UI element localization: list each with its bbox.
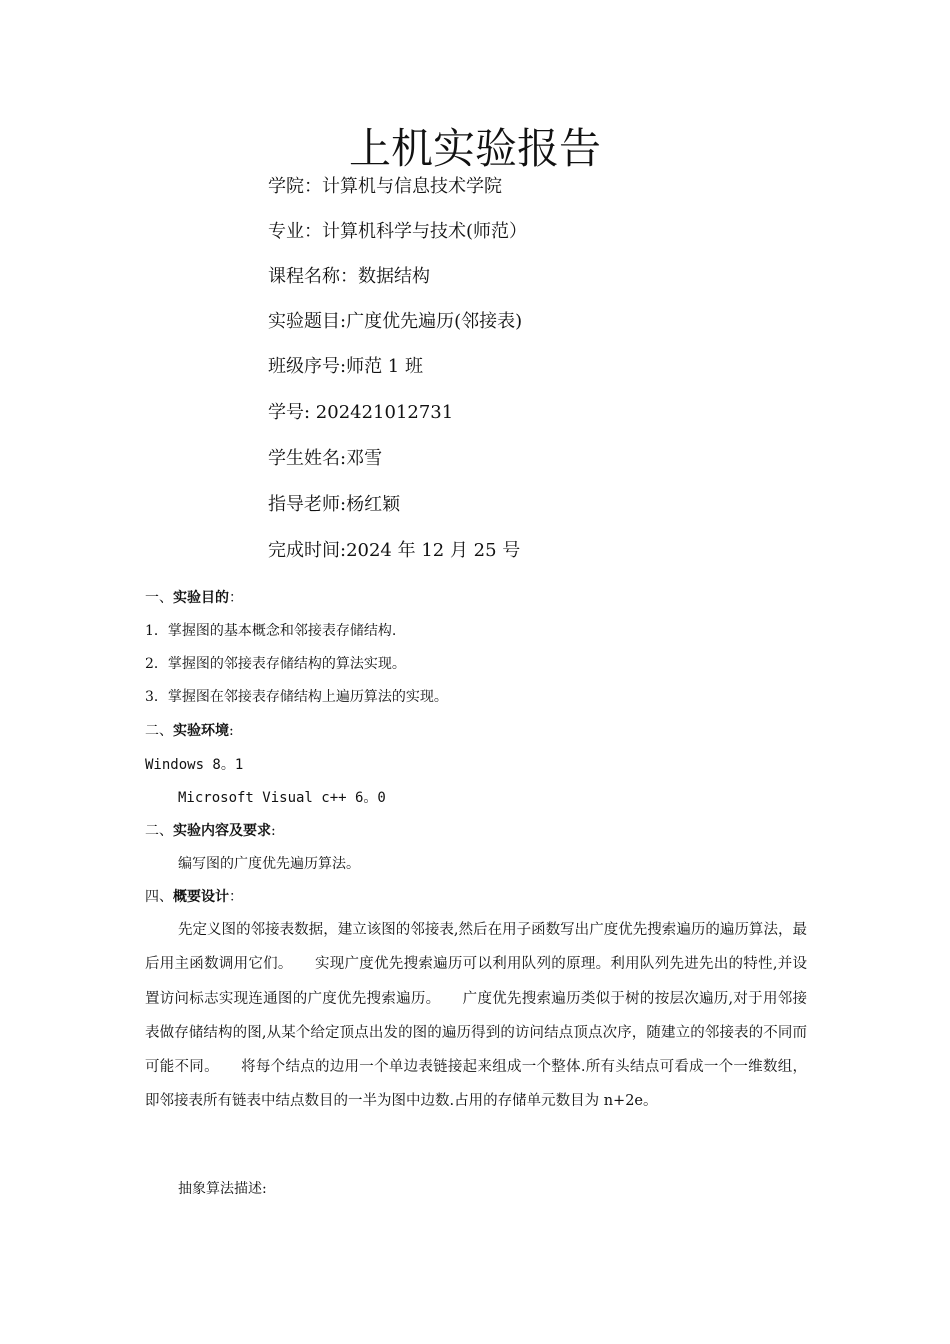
- section-content-prefix: 二、: [145, 823, 173, 839]
- section-environment-heading: [145, 720, 234, 742]
- section-environment-prefix: 二、: [145, 723, 173, 739]
- section-design-prefix: 四、: [145, 889, 173, 905]
- section-content-heading: [145, 820, 276, 842]
- info-course: 课程名称：数据结构: [268, 266, 430, 287]
- info-student-name: 学生姓名:邓雪: [268, 448, 383, 469]
- section-environment-suffix: :: [229, 723, 234, 739]
- purpose-item-1: 1．掌握图的基本概念和邻接表存储结构.: [145, 623, 397, 639]
- info-major: 专业：计算机科学与技术(师范）: [268, 221, 528, 242]
- section-content-title: 实验内容及要求: [173, 823, 271, 839]
- environment-ide: Microsoft Visual c++ 6。0: [178, 790, 386, 806]
- info-topic: 实验题目:广度优先遍历(邻接表): [268, 311, 523, 332]
- section-environment-title: 实验环境: [173, 723, 229, 739]
- info-college: 学院：计算机与信息技术学院: [268, 176, 502, 197]
- report-title: 上机实验报告: [348, 124, 601, 173]
- content-text: 编写图的广度优先遍历算法。: [178, 856, 360, 872]
- info-class: 班级序号:师范 1 班: [268, 356, 423, 377]
- design-paragraph: 先定义图的邻接表数据，建立该图的邻接表,然后在用子函数写出广度优先搜索遍历的遍历算法，最后用主函数调用它们。 实现广度优先搜索遍历可以利用队列的原理。利用队列先进先出的特性,并设置访问标志实现连通图的广度优先搜索遍历。 广度优先搜索遍历类似于树的按层次遍历,对于用邻接表做存储结构的图,从某个给定顶点出发的图的遍历得到的访问结点顶点次序，随建立的邻接表的不同而可能不同。 将每个结点的边用一个单边表链接起来组成一个整体.所有头结点可看成一个一维数组，即邻接表所有链表中结点数目的一半为图中边数.占用的存储单元数目为 n+2e。: [145, 922, 807, 1110]
- info-teacher: 指导老师:杨红颖: [268, 494, 401, 515]
- section-design-title: 概要设计: [173, 889, 229, 905]
- section-purpose-prefix: 一、: [145, 590, 173, 606]
- info-date: 完成时间:2024 年 12 月 25 号: [268, 540, 521, 561]
- environment-os: Windows 8。1: [145, 757, 244, 773]
- section-design-heading: [145, 886, 243, 908]
- section-content-suffix: :: [271, 823, 276, 839]
- purpose-item-2: 2．掌握图的邻接表存储结构的算法实现。: [145, 656, 406, 672]
- section-purpose-heading: [145, 587, 243, 609]
- section-design-suffix: ：: [229, 889, 243, 905]
- info-student-id: 学号: 202421012731: [268, 402, 454, 423]
- abstract-algorithm-label: 抽象算法描述:: [178, 1181, 267, 1197]
- section-purpose-suffix: ：: [229, 590, 243, 606]
- purpose-item-3: 3．掌握图在邻接表存储结构上遍历算法的实现。: [145, 689, 448, 705]
- section-purpose-title: 实验目的: [173, 590, 229, 606]
